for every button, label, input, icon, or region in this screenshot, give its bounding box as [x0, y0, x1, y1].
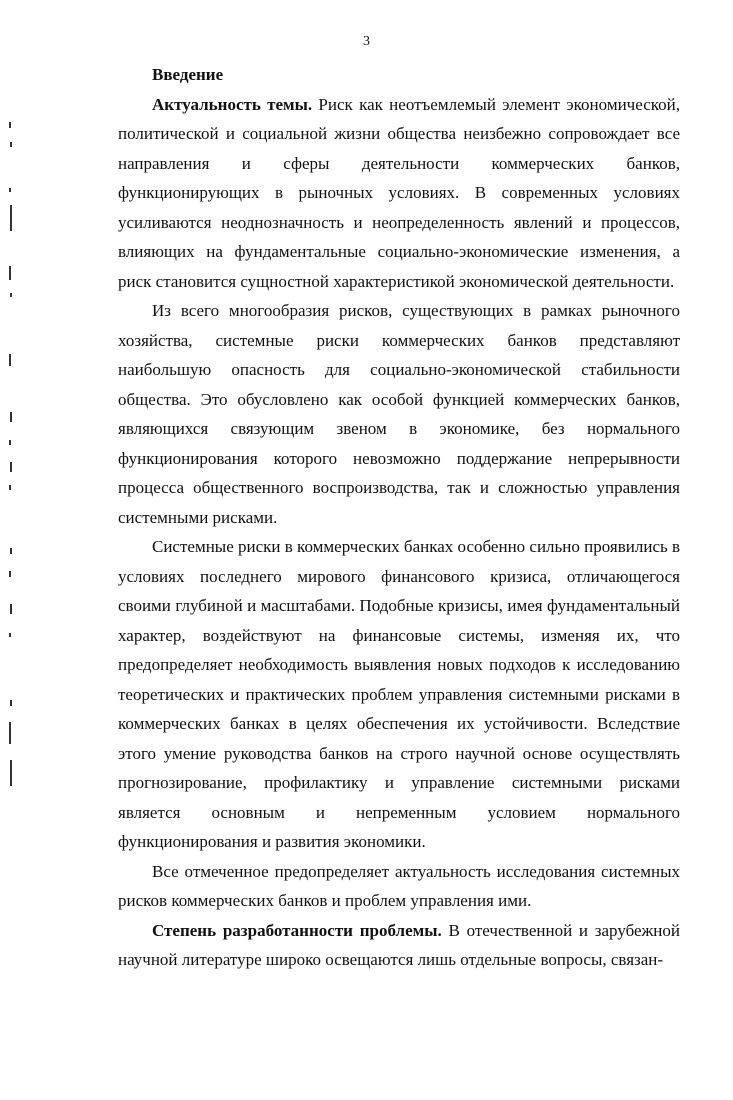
scan-speck: [10, 412, 12, 422]
scan-speck: [9, 122, 11, 128]
scan-speck: [10, 548, 12, 554]
scan-speck: [10, 760, 12, 786]
scan-speck: [9, 266, 11, 280]
scan-speck: [10, 142, 12, 147]
paragraph-crisis: [118, 532, 680, 857]
scan-speck: [9, 440, 11, 445]
scan-speck: [9, 188, 11, 192]
scan-speck: [10, 700, 12, 706]
scan-speck: [9, 485, 11, 490]
page-number: 3: [363, 34, 370, 49]
paragraph-variety: [118, 296, 680, 532]
document-body: [118, 60, 680, 975]
scan-speck: [9, 354, 11, 366]
paragraph-text: Из всего многообразия рисков, существующих в рамках рыночного хозяйства, системные риски коммерческих банков представляют наибольшую опасность для социально-экономической стабильности общества. Это обусловлено как особой функцией коммерческих банков, являющихся связующим звеном в экономике, без нормального функционирования которого невозможно поддержание непрерывности процесса общественного воспроизводства, так и сложностью управления системными рисками.: [118, 301, 680, 527]
paragraph-conclusion: [118, 857, 680, 916]
scan-speck: [10, 293, 12, 297]
paragraph-text: Все отмеченное предопределяет актуальность исследования системных рисков коммерческих банков и проблем управления ими.: [118, 861, 680, 910]
scan-speck: [9, 722, 11, 744]
paragraph-lead: Степень разработанности проблемы.: [152, 920, 442, 940]
paragraph-text: В отечественной и зарубежной научной литературе широко освещаются лишь отдельные вопросы, связан-: [118, 920, 681, 969]
paragraph-lead: Актуальность темы.: [152, 94, 313, 114]
scan-speck: [10, 205, 12, 231]
paragraph-text: Системные риски в коммерческих банках особенно сильно проявились в условиях последнего мирового финансового кризиса, отличающегося своими глубиной и масштабами. Подобные кризисы, имея фундаментальный характер, воздействуют на финансовые системы, изменяя их, что предопределяет необходимость выявления новых подходов к исследованию теоретических и практических проблем управления системными рисками в коммерческих банках в целях обеспечения их устойчивости. Вследствие этого умение руководства банков на строго научной основе осуществлять прогнозирование, профилактику и управление системными рисками является основным и непременным условием нормального функционирования и развития экономики.: [118, 537, 681, 851]
scan-speck: [10, 462, 12, 472]
paragraph-degree: [118, 916, 680, 975]
scan-speck: [9, 633, 11, 637]
paragraph-relevance: [118, 90, 680, 297]
scan-speck: [9, 571, 11, 577]
paragraph-text: Риск как неотъемлемый элемент экономической, политической и социальной жизни общества неизбежно сопровождает все направления и сферы деятельности коммерческих банков, функционирующих в рыночных условиях. В современных условиях усиливаются неоднозначность и неопределенность явлений и процессов, влияющих на фундаментальные социально-экономические изменения, а риск становится сущностной характеристикой экономической деятельности.: [118, 94, 680, 291]
scan-speck: [10, 604, 12, 614]
section-heading: Введение: [152, 65, 224, 84]
